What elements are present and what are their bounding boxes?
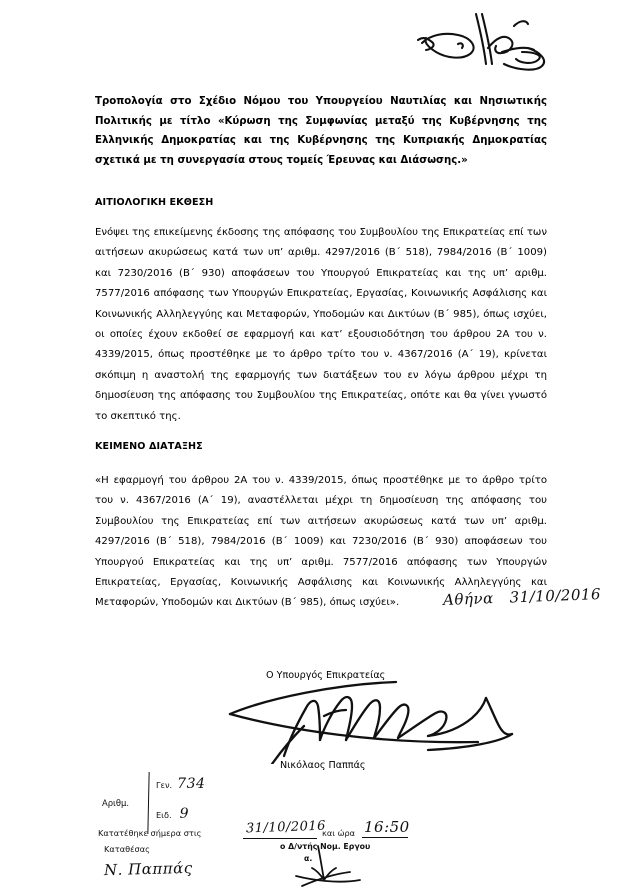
place-value: Αθήνα: [442, 589, 494, 610]
stamp-special-label: Ειδ.: [156, 810, 172, 820]
director-signature-icon: [294, 842, 424, 889]
minister-title: Ο Υπουργός Επικρατείας: [266, 670, 386, 681]
stamp-filed-date-underline: [243, 838, 317, 839]
stamp-director-sublabel: α.: [304, 854, 313, 863]
rationale-heading: ΑΙΤΙΟΛΟΓΙΚΗ ΕΚΘΕΣΗ: [95, 197, 214, 208]
minister-name: Νικόλαος Παππάς: [280, 760, 366, 771]
date-value: 31/10/2016: [509, 584, 602, 607]
top-signature-icon: [392, 8, 592, 80]
stamp-general-number: [156, 776, 205, 792]
stamp-hour-value: 16:50: [364, 818, 410, 836]
stamp-general-value: 734: [177, 776, 206, 792]
stamp-hour-underline: [362, 837, 408, 838]
stamp-general-label: Γεν.: [156, 780, 173, 790]
stamp-filed-date: 31/10/2016: [245, 818, 327, 837]
stamp-divider-line: [147, 772, 149, 834]
stamp-filed-label: Κατατέθηκε σήμερα στις: [98, 828, 202, 838]
stamp-director-label: ο Δ/ντής Νομ. Εργου: [280, 842, 371, 851]
provision-body: «Η εφαρμογή του άρθρου 2Α του ν. 4339/2015, όπως προστέθηκε με το άρθρο τρίτο του ν. 4367/2016 (Α΄ 19), αναστέλλεται μέχρι τη δημοσίευση της απόφασης του Συμβουλίου της Επικρατείας επί των αιτήσεων ακυρώσεως κατά των υπ’ αριθμ. 4297/2016 (Β΄ 518), 7984/2016 (Β΄ 1009) και 7230/2016 (Β΄ 930) αποφάσεων του Υπουργού Επικρατείας και της υπ’ αριθμ. 7577/2016 απόφασης των Υπουργών Επικρατείας, Εργασίας, Κοινωνικής Ασφάλισης και Κοινωνικής Αλληλεγγύης και Μεταφορών, Υποδομών και Δικτύων (Β΄ 985), όπως ισχύει».: [95, 475, 547, 609]
stamp-special-number: [156, 806, 189, 822]
document-title: Τροπολογία στο Σχέδιο Νόμου του Υπουργείου Ναυτιλίας και Νησιωτικής Πολιτικής με τίτλο «Κύρωση της Συμφωνίας μεταξύ της Κυβέρνησης της Ελληνικής Δημοκρατίας και της Κυβέρνησης της Κυπριακής Δημοκρατίας σχετικά με τη συνεργασία στους τομείς Έρευνας και Διάσωσης.»: [95, 96, 547, 166]
minister-signature-icon: [228, 672, 558, 764]
stamp-special-value: 9: [179, 806, 189, 822]
stamp-depositor-name: Ν. Παππάς: [103, 858, 193, 880]
filing-stamp: [98, 770, 410, 882]
rationale-body: Ενόψει της επικείμενης έκδοσης της απόφασης του Συμβουλίου της Επικρατείας επί των αιτήσεων ακυρώσεως κατά των υπ’ αριθμ. 4297/2016 (Β΄ 518), 7984/2016 (Β΄ 1009) και 7230/2016 (Β΄ 930) αποφάσεων του Υπουργού Επικρατείας και της υπ’ αριθμ. 7577/2016 απόφασης των Υπουργών Επικρατείας, Εργασίας, Κοινωνικής Ασφάλισης και Κοινωνικής Αλληλεγγύης και Μεταφορών, Υποδομών και Δικτύων (Β΄ 985), όπως ισχύει, οι οποίες έχουν εκδοθεί σε εφαρμογή και κατ’ εξουσιοδότηση του άρθρου 2Α του ν. 4339/2015, όπως προστέθηκε με το άρθρο τρίτο του ν. 4367/2016 (Α΄ 19), κρίνεται σκόπιμη η αναστολή της εφαρμογής των διατάξεων του εν λόγω άρθρου μέχρι τη δημοσίευση της απόφασης του Συμβουλίου της Επικρατείας, οπότε και θα γίνει γνωστό το σκεπτικό της.: [95, 227, 547, 422]
stamp-arithm-label: Αριθμ.: [102, 798, 129, 808]
stamp-hour-label: και ώρα: [322, 828, 356, 838]
provision-heading: ΚΕΙΜΕΝΟ ΔΙΑΤΑΞΗΣ: [95, 441, 203, 452]
stamp-depositor-label: Καταθέσας: [104, 844, 150, 854]
